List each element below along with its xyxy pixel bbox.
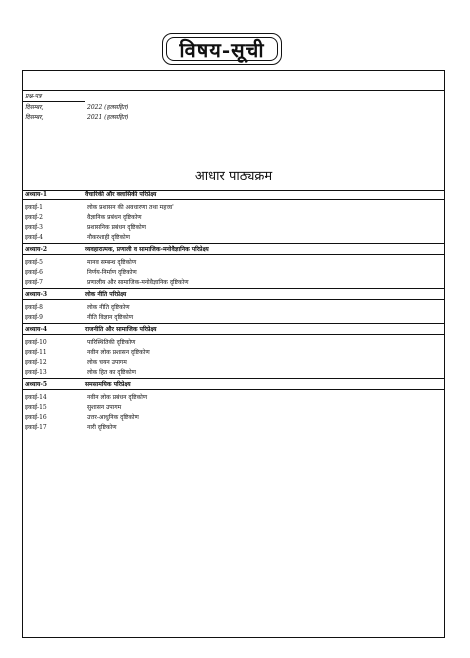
unit-row[interactable] [23, 279, 444, 289]
unit-label: इकाई-2 [25, 214, 43, 221]
unit-label: इकाई-6 [25, 269, 43, 276]
unit-row[interactable] [23, 314, 444, 324]
chapter-title: वैचारिकी और क्लासिकी परिप्रेक्ष्य [85, 191, 157, 198]
unit-label: इकाई-13 [25, 369, 47, 376]
unit-label: इकाई-4 [25, 234, 43, 241]
unit-row[interactable] [23, 404, 444, 412]
chapter-label: अध्याय-4 [25, 326, 48, 333]
question-paper-row[interactable] [23, 114, 444, 122]
question-papers-heading: प्रश्न-पत्र [23, 93, 85, 102]
unit-title: नारी दृष्टिकोण [87, 424, 117, 431]
question-paper-month: दिसम्बर, [25, 104, 44, 111]
unit-title: सुशासन उपागम [87, 404, 122, 411]
unit-row[interactable] [23, 259, 444, 267]
unit-row[interactable] [23, 369, 444, 379]
chapter-label: अध्याय-3 [25, 291, 48, 298]
chapter-label: अध्याय-2 [25, 246, 48, 253]
unit-label: इकाई-15 [25, 404, 47, 411]
unit-title: नवीन लोक प्रबंधन दृष्टिकोण [87, 394, 148, 401]
chapter-title: राजनीति और सामाजिक परिप्रेक्ष्य [85, 326, 157, 333]
chapter-row [23, 381, 444, 390]
chapter-row [23, 326, 444, 335]
question-paper-month: दिसम्बर, [25, 114, 44, 121]
unit-row[interactable] [23, 394, 444, 402]
contents-frame [22, 70, 445, 638]
unit-title: पारिस्थितिकी दृष्टिकोण [87, 339, 136, 346]
chapter-title: व्यवहारात्मक, प्रणाली व सामाजिक-मनोवैज्ञानिक परिप्रेक्ष्य [85, 246, 209, 253]
unit-title: प्रशासनिक प्रबंधन दृष्टिकोण [87, 224, 147, 231]
unit-label: इकाई-1 [25, 204, 43, 211]
unit-row[interactable] [23, 304, 444, 312]
unit-row[interactable] [23, 339, 444, 347]
unit-title: लोक हित का दृष्टिकोण [87, 369, 137, 376]
chapter-label: अध्याय-5 [25, 381, 48, 388]
course-title: आधार पाठ्यक्रम [194, 169, 273, 184]
chapter-row [23, 291, 444, 300]
unit-label: इकाई-10 [25, 339, 47, 346]
chapter-label: अध्याय-1 [25, 191, 48, 198]
unit-title: निर्णय-निर्माण दृष्टिकोण [87, 269, 137, 276]
unit-row[interactable] [23, 234, 444, 244]
chapter-row [23, 191, 444, 200]
title-box [162, 33, 282, 65]
unit-title: मानव सम्बन्ध दृष्टिकोण [87, 259, 137, 266]
unit-row[interactable] [23, 204, 444, 212]
unit-row[interactable] [23, 414, 444, 422]
units-list [23, 190, 444, 432]
unit-title: लोक प्रशासन की अवधारणा तथा महत्त्व' [87, 204, 174, 211]
unit-row[interactable] [23, 269, 444, 277]
unit-label: इकाई-8 [25, 304, 43, 311]
question-paper-row[interactable] [23, 104, 444, 112]
unit-label: इकाई-5 [25, 259, 43, 266]
unit-label: इकाई-16 [25, 414, 47, 421]
unit-row[interactable] [23, 424, 444, 432]
unit-label: इकाई-17 [25, 424, 47, 431]
unit-row[interactable] [23, 359, 444, 367]
unit-title: वैज्ञानिक प्रबंधन दृष्टिकोण [87, 214, 142, 221]
unit-row[interactable] [23, 349, 444, 357]
unit-title: लोक चयन उपागम [87, 359, 127, 366]
unit-row[interactable] [23, 224, 444, 232]
unit-label: इकाई-9 [25, 314, 43, 321]
unit-title: उत्तर-आधुनिक दृष्टिकोण [87, 414, 139, 421]
question-paper-detail: 2022 (हलसहित) [87, 104, 129, 111]
unit-title: नवीन लोक प्रशासन दृष्टिकोण [87, 349, 150, 356]
chapter-row [23, 246, 444, 255]
unit-label: इकाई-11 [25, 349, 47, 356]
unit-row[interactable] [23, 214, 444, 222]
unit-title: लोक नीति दृष्टिकोण [87, 304, 130, 311]
unit-title: नौकरशाही दृष्टिकोण [87, 234, 130, 241]
page-title: विषय-सूची [179, 37, 265, 62]
question-paper-detail: 2021 (हलसहित) [87, 114, 129, 121]
unit-title: प्रणालीय और सामाजिक-मनोवैज्ञानिक दृष्टिकोण [87, 279, 189, 286]
unit-label: इकाई-14 [25, 394, 47, 401]
unit-title: नीति विज्ञान दृष्टिकोण [87, 314, 134, 321]
chapter-title: लोक नीति परिप्रेक्ष्य [85, 291, 127, 298]
chapter-title: समसामयिक परिप्रेक्ष्य [85, 381, 131, 388]
top-band [23, 71, 444, 91]
unit-label: इकाई-3 [25, 224, 43, 231]
unit-label: इकाई-7 [25, 279, 43, 286]
unit-label: इकाई-12 [25, 359, 47, 366]
